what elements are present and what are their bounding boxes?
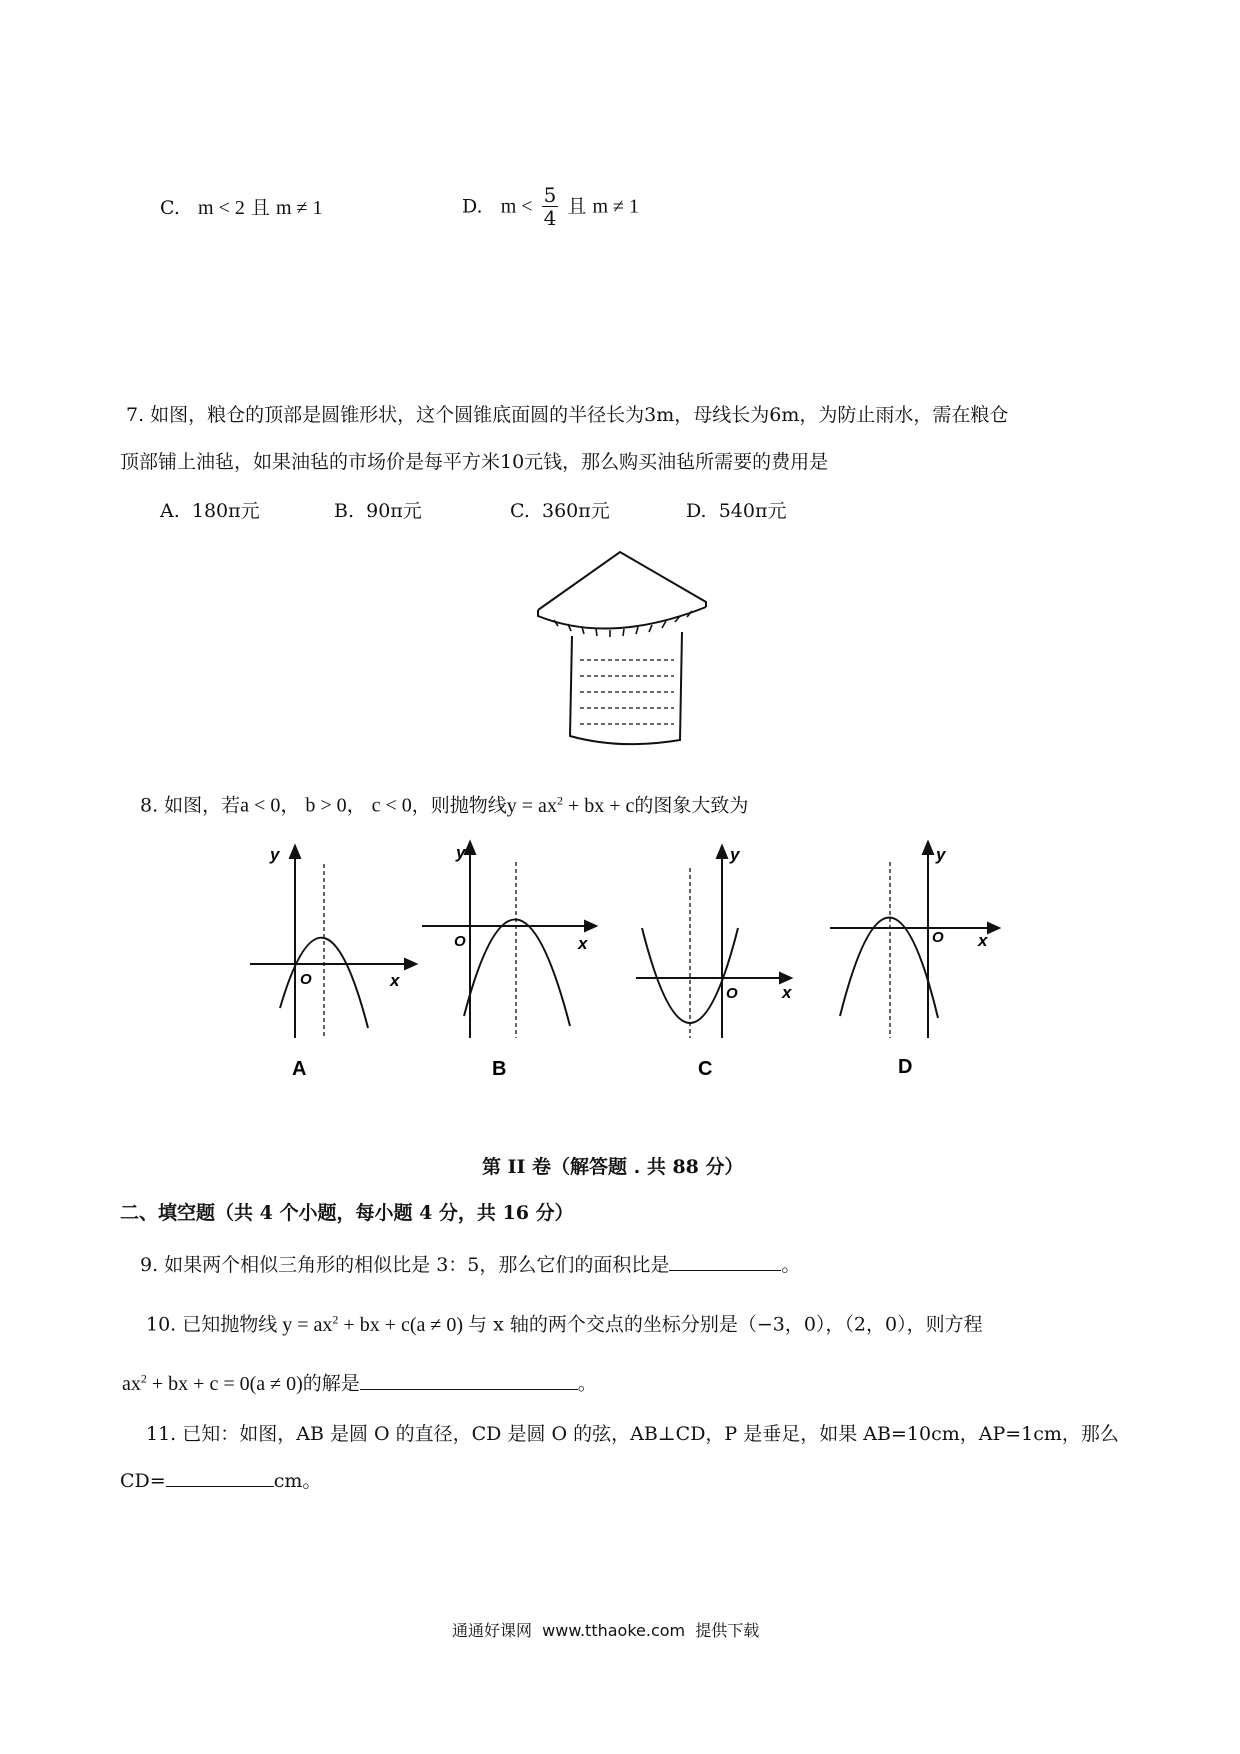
q10-line1 (146, 1307, 983, 1337)
graph-label: D (898, 1056, 913, 1078)
q10-eq1 (277, 1314, 468, 1336)
eq-pre: ax (122, 1372, 141, 1395)
y-arrow (717, 846, 727, 858)
x-arrow (780, 973, 791, 983)
q10-pre: 10. 已知抛物线 (146, 1313, 278, 1336)
eq-sup: 2 (332, 1312, 339, 1326)
q11-post: cm。 (273, 1470, 322, 1492)
option-math: m < 2 (198, 197, 245, 219)
x-arrow (988, 923, 999, 933)
cone-shading (554, 611, 692, 637)
q8-text-post: 的图象大致为 (634, 794, 749, 817)
q7-option-b (334, 499, 422, 523)
eq-sup: 2 (556, 793, 563, 807)
fraction-numerator: 5 (543, 183, 557, 207)
graph-a (240, 838, 420, 1078)
q7-line2: 顶部铺上油毡，如果油毡的市场价是每平方米10元钱，那么购买油毡所需要的费用是 (120, 451, 829, 473)
parabola (840, 917, 938, 1018)
cone-outline (538, 552, 706, 610)
q7-option-a (160, 499, 260, 523)
q10-mid: 的解是 (302, 1372, 360, 1395)
q8-text-mid: ，则抛物线 (411, 794, 507, 817)
q8-text-pre: 8. 如图，若 (140, 794, 241, 817)
origin-label: O (454, 933, 466, 950)
q10-eq2 (122, 1373, 303, 1395)
graph-label: B (492, 1058, 507, 1078)
y-arrow (923, 842, 933, 854)
eq-post: + bx + c = 0(a ≠ 0) (146, 1372, 303, 1395)
option-label: D. (462, 195, 483, 218)
q6-option-d (462, 184, 639, 229)
q7-line1: 7. 如图，粮仓的顶部是圆锥形状，这个圆锥底面圆的半径长为3m，母线长为6m，为防止雨水，需在粮仓 (126, 404, 1009, 426)
option-math: m < (500, 195, 533, 218)
y-label: y (936, 845, 946, 864)
answer-blank (166, 1486, 274, 1487)
option-label: C. (510, 500, 530, 522)
eq-pre: y = ax (506, 794, 557, 817)
eq-pre: y = ax (282, 1313, 333, 1336)
q10-end: 。 (577, 1372, 597, 1395)
footer: 通通好课网 www.tthaoke.com 提供下载 (452, 1621, 760, 1640)
option-text: 360π元 (542, 500, 610, 522)
answer-blank (360, 1389, 578, 1390)
graph-d (820, 838, 1010, 1078)
fraction-denominator: 4 (543, 206, 557, 230)
answer-blank (669, 1270, 781, 1271)
part2-title: 第 II 卷（解答题 . 共 88 分） (482, 1156, 744, 1178)
q9-end: 。 (781, 1254, 801, 1276)
graph-c (630, 838, 810, 1078)
q8-equation (507, 795, 635, 817)
q8-text (140, 788, 748, 818)
origin-label: O (726, 985, 738, 1002)
graph-label: C (698, 1058, 713, 1078)
option-math: m ≠ 1 (592, 195, 640, 218)
option-label: D. (686, 500, 707, 522)
x-label: x (978, 931, 988, 950)
y-label: y (456, 843, 466, 862)
graph-b (420, 838, 600, 1078)
q8-conditions: a < 0， b > 0， c < 0 (240, 794, 412, 817)
option-text: 540π元 (718, 500, 787, 522)
graph-label: A (292, 1058, 307, 1078)
y-label: y (270, 845, 280, 864)
x-arrow (585, 921, 596, 931)
x-arrow (405, 959, 416, 969)
section-title: 二、填空题（共 4 个小题，每小题 4 分，共 16 分） (120, 1202, 574, 1224)
cylinder-body (570, 632, 682, 744)
y-label: y (730, 845, 740, 864)
q11-pre: CD= (120, 1470, 166, 1492)
cylinder-dashes (580, 660, 674, 724)
q9-text: 9. 如果两个相似三角形的相似比是 3：5，那么它们的面积比是 (140, 1254, 670, 1276)
eq-post: + bx + c (562, 794, 635, 817)
q11-line2 (120, 1469, 321, 1493)
option-text: 180π元 (191, 500, 260, 522)
origin-label: O (932, 929, 944, 946)
q7-option-c (510, 499, 610, 523)
option-label: C. (160, 197, 180, 219)
x-label: x (578, 934, 588, 953)
x-label: x (390, 971, 400, 990)
option-connector: 且 (250, 197, 270, 219)
y-arrow (290, 846, 300, 858)
q9 (140, 1253, 800, 1277)
option-connector: 且 (567, 195, 587, 218)
granary-figure (520, 550, 720, 755)
q11-line1: 11. 已知：如图，AB 是圆 O 的直径，CD 是圆 O 的弦，AB⊥CD，P 是垂足，如果 AB=10cm，AP=1cm，那么 (146, 1423, 1119, 1445)
option-math: m ≠ 1 (275, 197, 323, 219)
fraction (542, 184, 559, 229)
option-label: A. (160, 500, 180, 522)
option-label: B. (334, 500, 355, 522)
eq-sup: 2 (140, 1371, 147, 1385)
option-text: 90π元 (366, 500, 422, 522)
q7-option-d (686, 499, 786, 523)
parabola (464, 919, 570, 1026)
y-arrow (465, 842, 475, 854)
origin-label: O (300, 971, 312, 988)
eq-post: + bx + c(a ≠ 0) (338, 1313, 464, 1336)
q6-option-c (160, 196, 323, 220)
q10-line2 (122, 1366, 597, 1396)
cone-base (538, 607, 706, 629)
q10-post: 与 x 轴的两个交点的坐标分别是（−3，0），（2，0），则方程 (468, 1313, 983, 1336)
x-label: x (782, 983, 792, 1002)
